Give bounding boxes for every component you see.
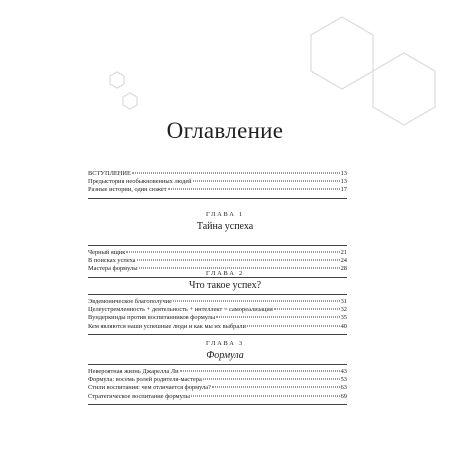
toc-entry-title: ВСТУПЛЕНИЕ: [88, 170, 131, 177]
toc-entry-page: 17: [340, 186, 347, 194]
toc-entry-title: Разные истории, один сюжет: [88, 186, 167, 194]
page-title: Оглавление: [166, 118, 284, 144]
toc-entry[interactable]: [88, 376, 347, 384]
toc-entry-page: 21: [340, 249, 347, 256]
dot-leader: [216, 317, 339, 318]
toc-entry[interactable]: [88, 186, 347, 194]
toc-intro-section: [88, 170, 347, 199]
toc-entry-page: 13: [340, 178, 347, 186]
toc-entry-page: 35: [340, 314, 347, 322]
toc-chapter-3-section: [88, 364, 347, 405]
large-hexagon-icon: [311, 17, 373, 89]
toc-entry-page: 63: [340, 384, 347, 392]
small-hexagon-icon: [110, 72, 124, 88]
toc-entry-page: 53: [340, 376, 347, 384]
toc-entry-title: В поисках успеха: [88, 257, 136, 265]
toc-entry-title: Мастера формулы: [88, 265, 138, 273]
toc-entry[interactable]: [88, 306, 347, 314]
dot-leader: [247, 325, 340, 326]
dot-leader: [274, 309, 340, 310]
dot-leader: [139, 268, 340, 269]
dot-leader: [126, 252, 339, 253]
section-divider: [88, 364, 347, 365]
toc-entry-page: 13: [340, 170, 347, 177]
dot-leader: [191, 395, 340, 396]
dot-leader: [137, 260, 340, 261]
toc-entry-title: Формула: восемь ролей родителя-мастера: [88, 376, 202, 384]
toc-entry[interactable]: [88, 384, 347, 392]
large-hexagon-icon: [373, 53, 435, 125]
toc-entry-page: 69: [340, 392, 347, 400]
toc-entry-page: 43: [340, 368, 347, 375]
toc-entry-page: 40: [340, 322, 347, 330]
toc-entry-title: Эвдемоническое благополучие: [88, 298, 172, 305]
toc-entry-page: 28: [340, 265, 347, 273]
toc-entry[interactable]: [88, 249, 347, 257]
chapter-title: Формула: [206, 350, 244, 361]
toc-entry-title: Стили воспитания: чем отличается формула?: [88, 384, 211, 392]
section-divider: [88, 198, 347, 199]
toc-entry-page: 31: [340, 298, 347, 305]
toc-entry-page: 32: [340, 306, 347, 314]
toc-entry[interactable]: [88, 393, 347, 401]
toc-entry[interactable]: [88, 170, 347, 178]
toc-entry-title: Стратегическое воспитание формулы: [88, 392, 190, 400]
toc-entry-title: Вундеркинды против воспитанников формулы: [88, 314, 216, 322]
chapter-label: ГЛАВА 3: [205, 340, 245, 347]
chapter-title: Тайна успеха: [196, 221, 254, 232]
toc-entry[interactable]: [88, 298, 347, 306]
toc-chapter-2-section: [88, 294, 347, 335]
toc-entry-title: Целеустремленность + деятельность + интеллект = самореализация: [88, 306, 273, 314]
dot-leader: [132, 173, 340, 174]
section-divider: [88, 404, 347, 405]
dot-leader: [203, 379, 340, 380]
dot-leader: [168, 189, 340, 190]
dot-leader: [180, 371, 340, 372]
dot-leader: [173, 301, 340, 302]
toc-entry-page: 24: [340, 257, 347, 265]
section-divider: [88, 294, 347, 295]
chapter-title: Что такое успех?: [188, 280, 262, 291]
small-hexagon-icon: [123, 93, 137, 109]
toc-entry[interactable]: [88, 314, 347, 322]
toc-entry[interactable]: [88, 257, 347, 265]
dot-leader: [212, 387, 340, 388]
toc-entry-title: Черный ящик: [88, 249, 126, 256]
toc-entry[interactable]: [88, 178, 347, 186]
toc-entry[interactable]: [88, 323, 347, 331]
toc-entry-title: Предыстория необыкновенных людей: [88, 178, 192, 186]
dot-leader: [193, 181, 340, 182]
toc-entry-title: Кем являются наши успешные люди и как мы их выбрали: [88, 322, 246, 330]
section-divider: [88, 245, 347, 246]
section-divider: [88, 334, 347, 335]
chapter-label: ГЛАВА 1: [205, 211, 245, 218]
toc-entry[interactable]: [88, 368, 347, 376]
chapter-label: ГЛАВА 2: [205, 270, 245, 277]
toc-entry-title: Невероятная жизнь Джарелла Ли: [88, 368, 179, 375]
